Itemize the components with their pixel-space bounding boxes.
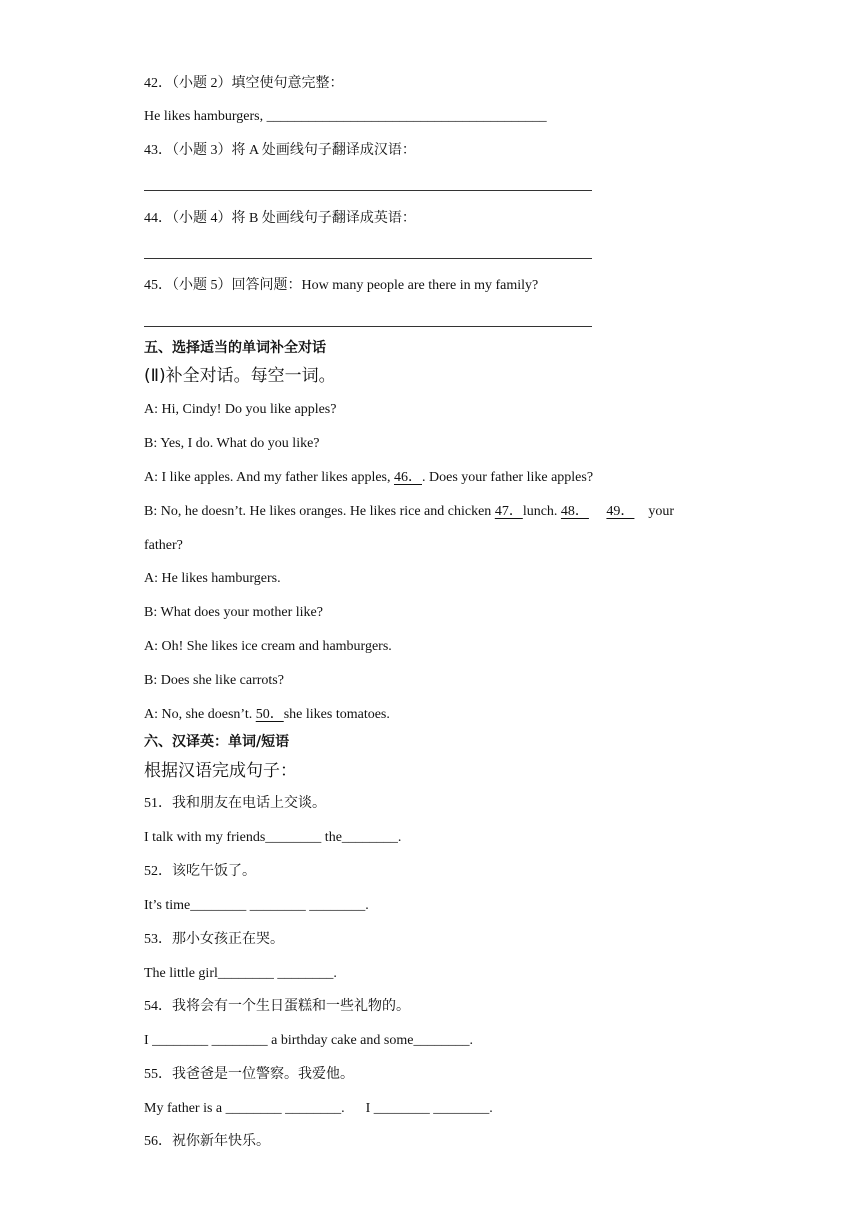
dialogue-line-4-cont: father? <box>144 538 183 553</box>
q42-sentence: He likes hamburgers, ________________________________________ <box>144 109 547 124</box>
blank-46[interactable]: 46． <box>394 470 422 485</box>
q52-english: It’s time________ ________ ________. <box>144 898 369 913</box>
dialogue-line-2: B: Yes, I do. What do you like? <box>144 436 320 451</box>
q54-chinese: 54．我将会有一个生日蛋糕和一些礼物的。 <box>144 999 410 1014</box>
dialogue-line-6: B: What does your mother like? <box>144 605 323 620</box>
q45-answer-line[interactable] <box>144 326 592 327</box>
dialogue-text: she likes tomatoes. <box>283 707 390 722</box>
blank-50[interactable]: 50． <box>255 707 284 722</box>
dialogue-text: A: No, she doesn’t. <box>144 707 256 722</box>
q55-chinese: 55．我爸爸是一位警察。我爱他。 <box>144 1067 354 1082</box>
dialogue-text: A: I like apples. And my father likes apples, <box>144 470 394 485</box>
q44-answer-line[interactable] <box>144 258 592 259</box>
blank-47[interactable]: 47． <box>494 504 523 519</box>
q54-english: I ________ ________ a birthday cake and some________. <box>144 1033 473 1048</box>
dialogue-text: your <box>648 504 675 519</box>
q53-english: The little girl________ ________. <box>144 966 337 981</box>
dialogue-line-8: B: Does she like carrots? <box>144 673 284 688</box>
dialogue-text: B: No, he doesn’t. He likes oranges. He likes rice and chicken <box>144 504 495 519</box>
dialogue-line-3 <box>144 469 593 487</box>
dialogue-line-9 <box>144 706 390 724</box>
q56-chinese: 56．祝你新年快乐。 <box>144 1134 270 1149</box>
q44-prompt: 44．（小题 4）将 B 处画线句子翻译成英语： <box>144 211 416 226</box>
q53-chinese: 53．那小女孩正在哭。 <box>144 932 284 947</box>
q51-chinese: 51．我和朋友在电话上交谈。 <box>144 796 326 811</box>
section6-title: 六、汉译英：单词/短语 <box>144 734 290 750</box>
q51-english: I talk with my friends________ the________. <box>144 830 402 845</box>
section5-instruction: (Ⅱ)补全对话。每空一词。 <box>144 366 336 386</box>
dialogue-text: lunch. <box>522 504 561 519</box>
section5-title: 五、选择适当的单词补全对话 <box>144 340 326 356</box>
section6-instruction: 根据汉语完成句子： <box>144 761 297 781</box>
q55-english: My father is a ________ ________. I ________ ________. <box>144 1101 493 1116</box>
q52-chinese: 52．该吃午饭了。 <box>144 864 256 879</box>
q43-answer-line[interactable] <box>144 190 592 191</box>
dialogue-line-4 <box>144 503 674 521</box>
dialogue-line-7: A: Oh! She likes ice cream and hamburgers. <box>144 639 392 654</box>
dialogue-text: . Does your father like apples? <box>422 470 594 485</box>
q42-prompt: 42．（小题 2）填空使句意完整： <box>144 76 344 91</box>
q43-prompt: 43．（小题 3）将 A 处画线句子翻译成汉语： <box>144 143 416 158</box>
blank-49[interactable]: 49． <box>606 504 635 519</box>
q45-prompt: 45．（小题 5）回答问题：How many people are there in my family? <box>144 278 539 293</box>
dialogue-line-5: A: He likes hamburgers. <box>144 571 281 586</box>
blank-48[interactable]: 48． <box>560 504 589 519</box>
dialogue-line-1: A: Hi, Cindy! Do you like apples? <box>144 402 337 417</box>
